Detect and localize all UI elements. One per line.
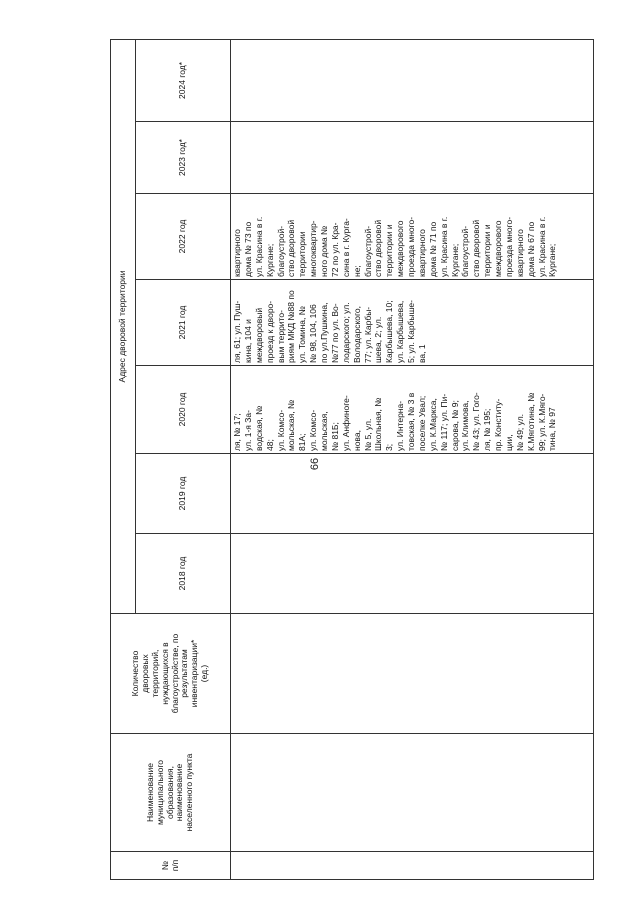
cell-2019	[231, 454, 594, 534]
header-year-2023: 2023 год*	[136, 122, 231, 194]
header-year-2021: 2021 год	[136, 280, 231, 366]
cell-number	[231, 852, 594, 880]
table-rotator	[110, 40, 585, 880]
yard-territory-table	[110, 39, 594, 880]
cell-2020-addresses: ля, № 17; ул. 1-я За- водская, № 48; ул. Комсо- мольская, № 81А; ул. Комсо- мольская, № 81Б; ул. Анфиноге- нова, № 5, ул. Школьная, № 3; ул. Интерна- товская, № 3 в поселке Увал; ул. К.Маркса, № 117; ул. Пи- сарова, № 9; ул. Климова, № 43; ул. Гого- ля, № 195; пр. Конститу- ции, № 49; ул. К.Мяготина, № 99; ул. К.Мяго- тина, № 97	[231, 366, 594, 454]
header-year-2019: 2019 год	[136, 454, 231, 534]
cell-2024	[231, 39, 594, 121]
cell-count	[231, 614, 594, 734]
header-number: № п/п	[111, 852, 231, 880]
header-year-2024: 2024 год*	[136, 39, 231, 121]
table-row	[231, 39, 594, 879]
header-count: Количество дворовых территорий, нуждающихся в благоустройстве, по результатам инвентаризации* (ед.)	[111, 614, 231, 734]
page-number: 66	[309, 457, 321, 471]
header-year-2020: 2020 год	[136, 366, 231, 454]
cell-2023	[231, 122, 594, 194]
cell-2018	[231, 534, 594, 614]
cell-municipality	[231, 734, 594, 852]
header-row-top	[111, 39, 136, 879]
header-year-2018: 2018 год	[136, 534, 231, 614]
header-municipality: Наименование муниципального образования, наименование населенного пункта	[111, 734, 231, 852]
rotated-table-area	[110, 40, 585, 880]
cell-2022-addresses: квартирного дома № 73 по ул. Красина в г. Кургане; благоустрой- ство дворовой территории многоквартир- ного дома № 72 по ул. Кра- сина в г. Курга- не; благоустрой- ство дворовой территории и междворового проезда много- квартирного дома № 71 по ул. Красина в г. Кургане; благоустрой- ство дворовой территории и междворового проезда много- квартирного дома № 67 по ул. Красина в г. Кургане;	[231, 194, 594, 280]
header-address-group: Адрес дворовой территории	[111, 39, 136, 613]
header-year-2022: 2022 год	[136, 194, 231, 280]
cell-2021-addresses: ля, 61; ул. Пуш- кина, 104 и междворовый проезд к дворо- вым террито- риям МКД №88 по ул. Томина, № № 98, 104, 106 по ул.Пушкина, №77 по ул. Во- лодарского; ул. Володарского, 77; ул. Карбы- шева, 2; ул. Карбышева, 10; ул. Карбышева, 5; ул. Карбыше- ва, 1	[231, 280, 594, 366]
